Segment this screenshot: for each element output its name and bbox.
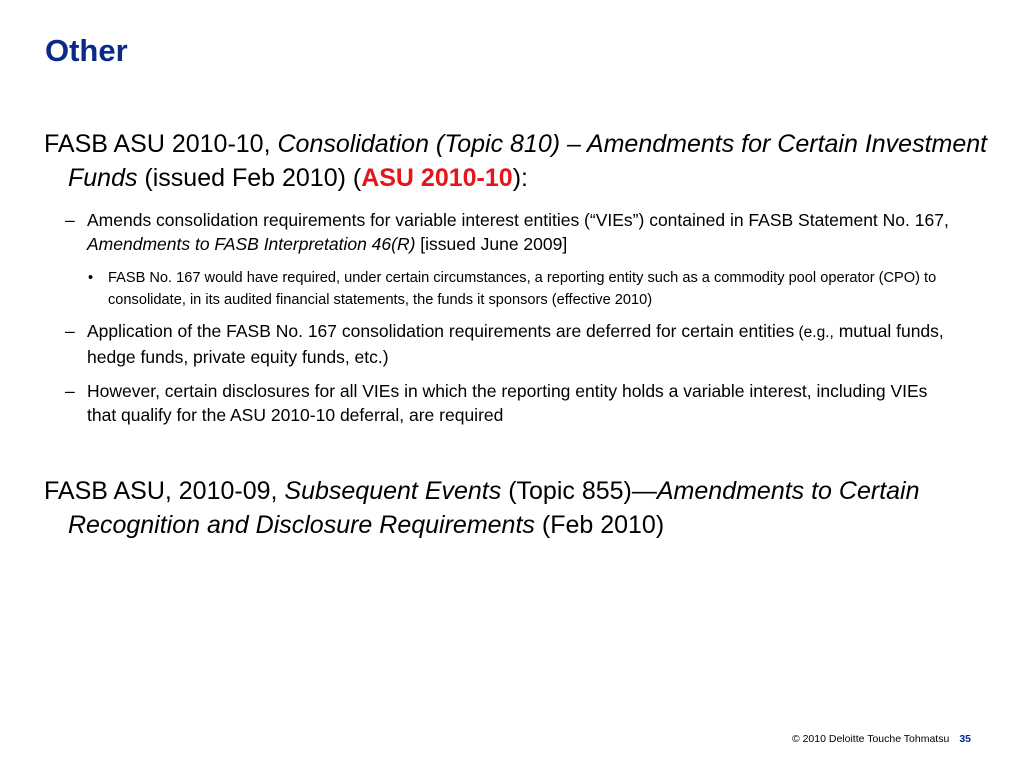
- bullet-marker: •: [88, 270, 94, 286]
- section2-prefix: FASB ASU, 2010-09,: [44, 477, 285, 505]
- section-fasb-asu-2010-10: [44, 127, 1008, 195]
- sub-list-item-text: FASB No. 167 would have required, under certain circumstances, a reporting entity such as a commodity pool operator (CPO) to consolidate, in its audited financial statements, the funds it sponsors (effective 2010): [108, 270, 937, 308]
- amends-prefix: Amends consolidation requirements for variable interest entities (“VIEs”) contained in FASB Statement No. 167,: [87, 210, 949, 230]
- section-fasb-asu-2010-09: [44, 474, 1008, 542]
- list-item-amends: [65, 208, 957, 256]
- amends-italic: Amendments to FASB Interpretation 46(R): [87, 234, 416, 254]
- application-text: Application of the FASB No. 167 consolidation requirements are deferred for certain entities: [87, 321, 795, 341]
- section1-middle: (issued Feb 2010) (: [137, 164, 362, 192]
- dash-marker: –: [65, 210, 75, 230]
- section1-italic-title: Consolidation (Topic 810) – Amendments for Certain Investment Funds: [68, 130, 988, 192]
- list-item-application: [65, 319, 957, 369]
- section2-suffix: (Feb 2010): [534, 511, 665, 539]
- asu-highlight: ASU 2010-10: [361, 164, 513, 192]
- section2-italic-subtitle: Amendments to Certain Recognition and Disclosure Requirements: [68, 477, 920, 539]
- application-eg: (e.g.,: [794, 324, 834, 341]
- application-text-continued: mutual funds, hedge funds, private equity funds, etc.): [87, 321, 944, 367]
- page-number: 35: [959, 733, 971, 745]
- section2-middle: (Topic 855)—: [501, 477, 657, 505]
- dash-marker: –: [65, 321, 75, 341]
- sub-list-item-fasb-167: [88, 267, 968, 311]
- section1-prefix: FASB ASU 2010-10,: [44, 130, 278, 158]
- dash-marker: –: [65, 381, 75, 401]
- page-title: Other: [45, 33, 128, 68]
- footer-copyright: © 2010 Deloitte Touche Tohmatsu: [791, 733, 950, 745]
- amends-suffix: [issued June 2009]: [415, 234, 568, 254]
- section1-suffix: ):: [512, 164, 528, 192]
- footer: [792, 733, 971, 745]
- list-item-disclosures: [65, 379, 957, 427]
- disclosures-text: However, certain disclosures for all VIEs in which the reporting entity holds a variable interest, including VIEs that qualify for the ASU 2010-10 deferral, are required: [87, 381, 928, 425]
- section2-italic-title: Subsequent Events: [284, 477, 502, 505]
